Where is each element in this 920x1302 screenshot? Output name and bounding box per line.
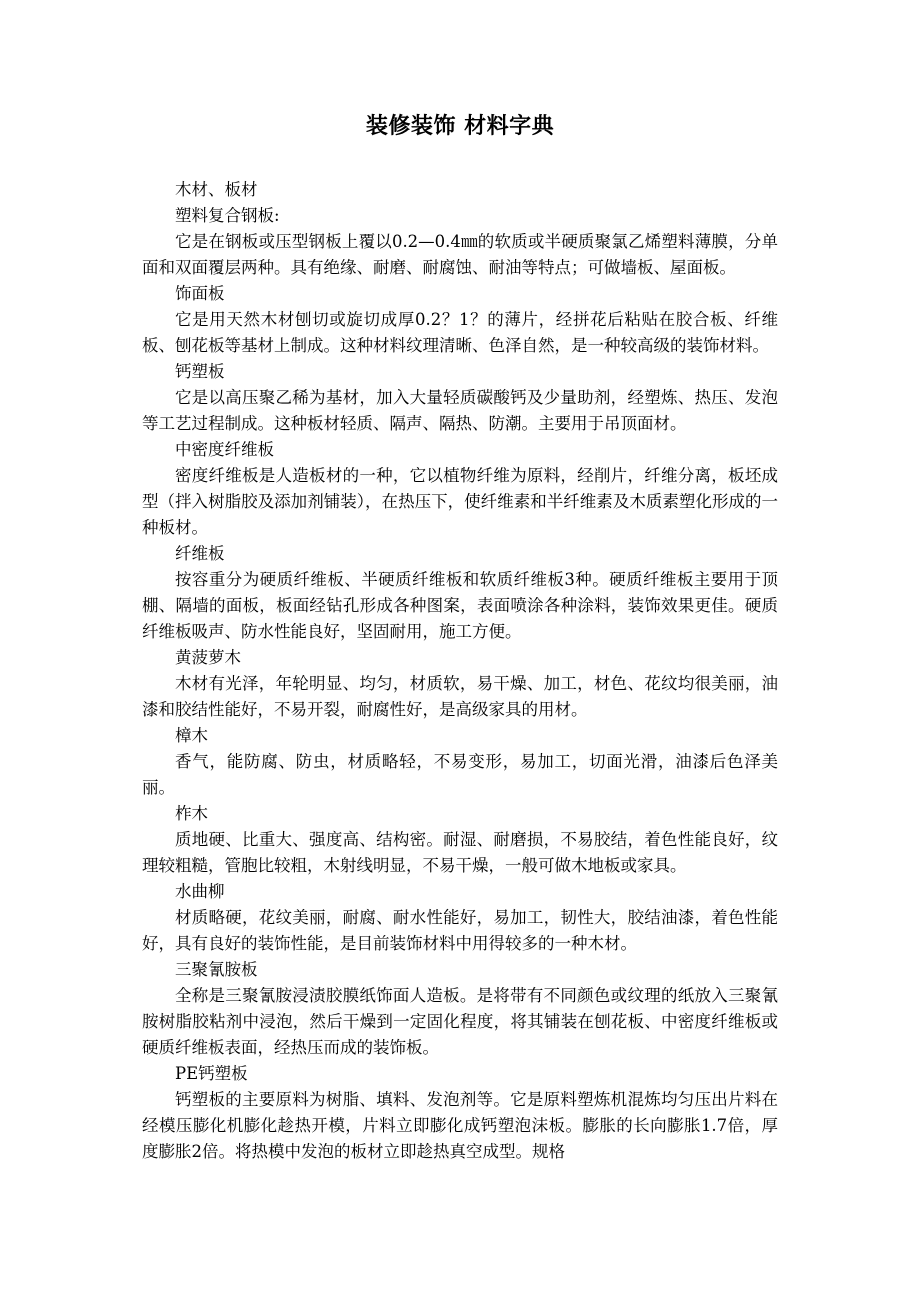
item-description: 质地硬、比重大、强度高、结构密。耐湿、耐磨损，不易胶结，着色性能良好，纹理较粗糙，管胞比较粗，木射线明显，不易干燥，一般可做木地板或家具。 xyxy=(142,830,778,875)
item-description: 木材有光泽，年轮明显、均匀，材质软，易干燥、加工，材色、花纹均很美丽，油漆和胶结性能好，不易开裂，耐腐性好，是高级家具的用材。 xyxy=(142,674,778,719)
item-heading: 水曲柳 xyxy=(175,882,225,901)
item-description: 它是在钢板或压型钢板上覆以0.2—0.4㎜的软质或半硬质聚氯乙烯塑料薄膜，分单面和双面覆层两种。具有绝缘、耐磨、耐腐蚀、耐油等特点；可做墙板、屋面板。 xyxy=(142,232,778,277)
section-heading: 木材、板材 xyxy=(175,180,258,199)
item-heading: PE钙塑板 xyxy=(175,1064,248,1083)
item-heading: 樟木 xyxy=(175,726,208,745)
item-description: 香气，能防腐、防虫，材质略轻，不易变形，易加工，切面光滑，油漆后色泽美丽。 xyxy=(142,752,778,797)
item-heading: 柞木 xyxy=(175,804,208,823)
item-description: 它是以高压聚乙稀为基材，加入大量轻质碳酸钙及少量助剂，经塑炼、热压、发泡等工艺过程制成。这种板材轻质、隔声、隔热、防潮。主要用于吊顶面材。 xyxy=(142,388,778,433)
item-heading: 纤维板 xyxy=(175,544,225,563)
item-description: 材质略硬，花纹美丽，耐腐、耐水性能好，易加工，韧性大，胶结油漆，着色性能好，具有良好的装饰性能，是目前装饰材料中用得较多的一种木材。 xyxy=(142,908,778,953)
item-heading: 黄菠萝木 xyxy=(175,648,241,667)
item-description: 全称是三聚氰胺浸渍胶膜纸饰面人造板。是将带有不同颜色或纹理的纸放入三聚氰胺树脂胶粘剂中浸泡，然后干燥到一定固化程度，将其铺装在刨花板、中密度纤维板或硬质纤维板表面，经热压而成的装饰板。 xyxy=(142,986,778,1057)
item-description: 按容重分为硬质纤维板、半硬质纤维板和软质纤维板3种。硬质纤维板主要用于顶棚、隔墙的面板，板面经钻孔形成各种图案，表面喷涂各种涂料，装饰效果更佳。硬质纤维板吸声、防水性能良好，坚固耐用，施工方便。 xyxy=(142,570,778,641)
item-description: 密度纤维板是人造板材的一种，它以植物纤维为原料，经削片，纤维分离，板坯成型（拌入树脂胶及添加剂铺装），在热压下，使纤维素和半纤维素及木质素塑化形成的一种板材。 xyxy=(142,466,778,537)
document-body xyxy=(142,177,778,1165)
item-description: 钙塑板的主要原料为树脂、填料、发泡剂等。它是原料塑炼机混炼均匀压出片料在经模压膨化机膨化趁热开模，片料立即膨化成钙塑泡沫板。膨胀的长向膨胀1.7倍，厚度膨胀2倍。将热模中发泡的板材立即趁热真空成型。规格 xyxy=(142,1090,778,1161)
document-title: 装修装饰 材料字典 xyxy=(365,114,555,139)
item-heading: 三聚氰胺板 xyxy=(175,960,258,979)
item-heading: 饰面板 xyxy=(175,284,225,303)
item-description: 它是用天然木材刨切或旋切成厚0.2？1？的薄片，经拼花后粘贴在胶合板、纤维板、刨花板等基材上制成。这种材料纹理清晰、色泽自然，是一种较高级的装饰材料。 xyxy=(142,310,778,355)
item-heading: 中密度纤维板 xyxy=(175,440,274,459)
item-heading: 钙塑板 xyxy=(175,362,225,381)
item-heading: 塑料复合钢板: xyxy=(175,206,280,225)
